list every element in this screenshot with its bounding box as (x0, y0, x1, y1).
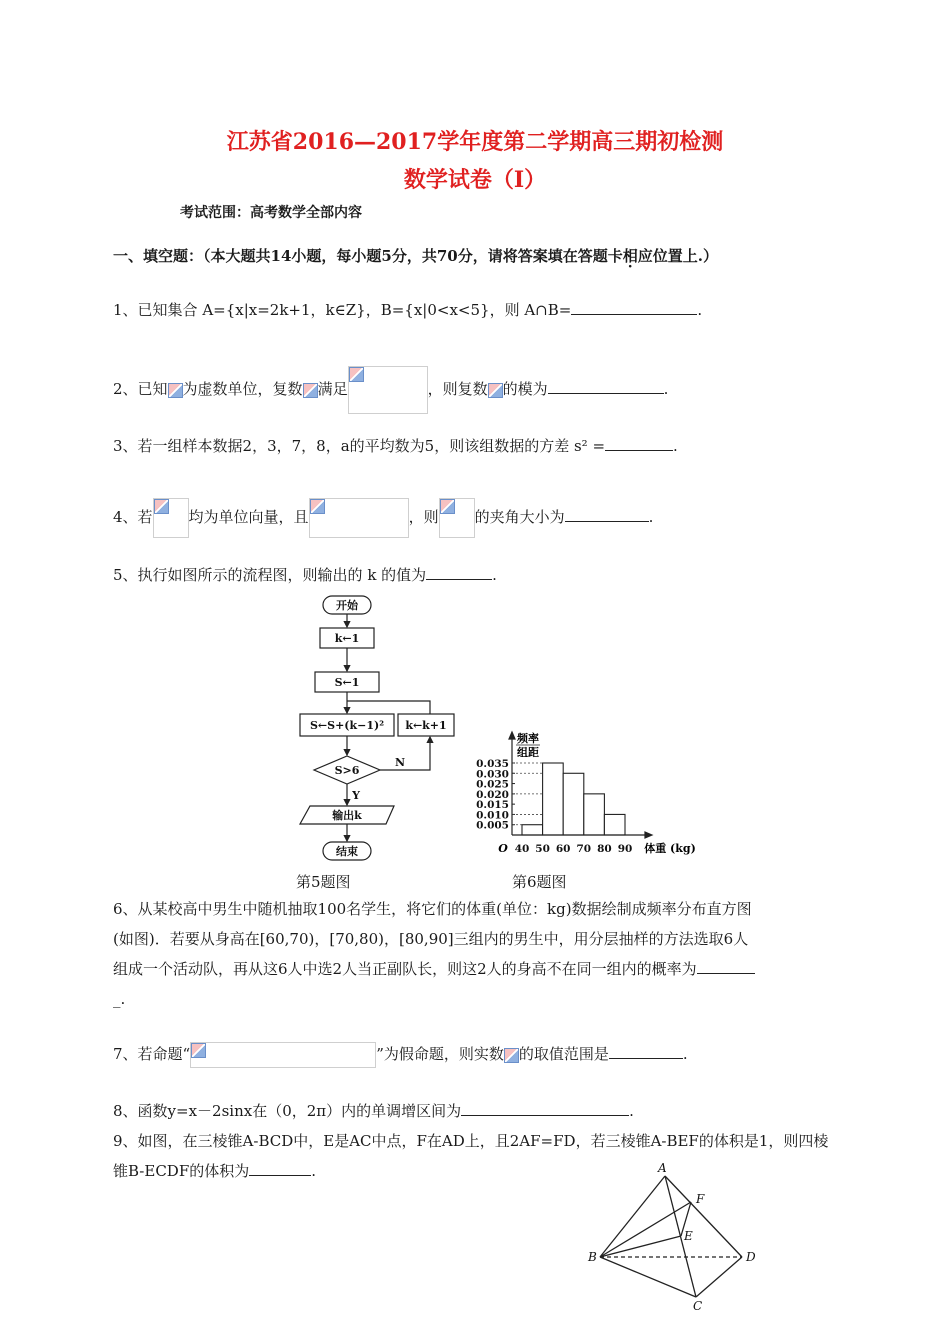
q4-vectors-image-2 (439, 498, 475, 538)
flow-end-label: 结束 (336, 845, 358, 858)
pyramid-label-b: B (588, 1250, 597, 1264)
q8-answer-blank (461, 1101, 629, 1116)
histogram-chart (466, 728, 706, 862)
document-subtitle: 数学试卷（Ⅰ） (403, 167, 547, 193)
flowchart-caption: 第5题图 (296, 873, 351, 891)
histogram-caption: 第6题图 (512, 873, 567, 891)
histogram-x-tick-label: 40 (514, 843, 530, 855)
histogram-ylabel-bottom: 组距 (517, 746, 539, 759)
question-2 (113, 366, 668, 414)
question-5 (113, 565, 497, 585)
q4-end: . (648, 508, 654, 526)
question-1 (113, 300, 702, 320)
q9-line-2: 锥B-ECDF的体积为 (113, 1162, 250, 1180)
histogram-bar (522, 825, 543, 835)
pyramid-label-e: E (684, 1229, 693, 1243)
q4-text-b: 均为单位向量，且 (188, 508, 309, 526)
q4-answer-blank (565, 507, 649, 522)
histogram-bar (584, 794, 605, 835)
histogram-xlabel: 体重 (kg) (644, 842, 696, 855)
pyramid-label-a: A (658, 1161, 667, 1175)
q6-line-4: _. (113, 990, 126, 1008)
formula-image-icon (310, 499, 325, 514)
histogram-y-tick-label: 0.025 (476, 778, 509, 791)
pyramid-label-c: C (693, 1299, 703, 1312)
q7-end: . (682, 1045, 688, 1063)
q1-number: 1、 (113, 301, 138, 319)
histogram-ylabel-top: 频率 (517, 732, 539, 745)
q5-answer-blank (426, 565, 492, 580)
histogram-y-tick-label: 0.020 (476, 788, 509, 801)
pyramid-label-d: D (746, 1250, 756, 1264)
histogram-y-tick-label: 0.005 (476, 819, 509, 832)
flow-update-s-label: S←S+(k−1)² (309, 719, 385, 732)
q1-end: . (697, 301, 703, 319)
q5-end: . (492, 566, 497, 584)
q6-line-2: (如图)．若要从身高在[60,70)，[70,80)，[80,90]三组内的男生中，用分层抽样的方法选取6人 (113, 930, 749, 948)
q4-condition-image (309, 498, 409, 538)
formula-image-icon (488, 383, 503, 398)
q5-text: 5、执行如图所示的流程图，则输出的 k 的值为 (113, 566, 427, 584)
q3-text: 3、若一组样本数据2，3，7，8，a的平均数为5，则该组数据的方差 s² = (113, 437, 606, 455)
question-4 (113, 498, 653, 538)
section-instructions-a: （本大题共14小题，每小题5分，共70分，请将答案填在 (203, 247, 578, 265)
q1-answer-blank (571, 300, 697, 315)
q8-text: 8、函数y=x－2sinx在（0，2π）内的单调增区间为 (113, 1102, 462, 1120)
q4-text-a: 4、若 (113, 508, 153, 526)
histogram-y-tick-label: 0.010 (476, 809, 509, 822)
section-heading (113, 246, 718, 266)
histogram-y-tick-label: 0.035 (476, 758, 509, 770)
q6-line-1: 6、从某校高中男生中随机抽取100名学生，将它们的体重(单位：kg)数据绘制成频率分布直方图 (113, 900, 752, 918)
formula-image-icon (303, 383, 318, 398)
q1-text: 已知集合 A={x|x=2k+1，k∈Z}，B={x|0<x<5}，则 A∩B= (137, 301, 572, 319)
flowchart (290, 592, 470, 867)
flow-init-k-label: k←1 (334, 632, 360, 645)
q3-answer-blank (605, 436, 673, 451)
histogram-bar (604, 814, 625, 835)
histogram-x-tick-label: 50 (535, 843, 550, 855)
question-8 (113, 1101, 634, 1121)
histogram-bar (563, 773, 584, 835)
formula-image-icon (440, 499, 455, 514)
q2-end: . (663, 380, 669, 398)
formula-image-icon (349, 367, 364, 382)
formula-image-icon (191, 1043, 206, 1058)
q9-answer-blank (249, 1161, 311, 1176)
q8-end: . (629, 1102, 634, 1120)
histogram-y-tick-label: 0.030 (476, 768, 509, 781)
histogram-x-tick-label: 70 (576, 843, 592, 855)
question-3 (113, 436, 678, 456)
q4-vectors-image (153, 498, 189, 538)
q2-answer-blank (548, 379, 664, 394)
q4-text-c: ，则 (408, 508, 439, 526)
q7-proposition-image (190, 1042, 376, 1068)
q2-equation-image (348, 366, 428, 414)
question-7 (113, 1042, 688, 1068)
q2-text-e: 的模为 (502, 380, 548, 398)
q9-end: . (311, 1162, 317, 1180)
q7-text-b: ”为假命题，则实数 (376, 1045, 504, 1063)
flow-output-label: 输出k (332, 809, 362, 822)
q2-text-c: 满足 (317, 380, 348, 398)
section-instructions-emph: 答题卡相应位置 · (578, 247, 683, 265)
flow-init-s-label: S←1 (334, 676, 360, 689)
question-9 (113, 1161, 316, 1181)
q9-line-1: 9、如图，在三棱锥A-BCD中，E是AC中点，F在AD上，且2AF=FD，若三棱锥A-BEF的体积是1，则四棱 (113, 1132, 829, 1150)
flow-start-label: 开始 (336, 599, 358, 612)
formula-image-icon (168, 383, 183, 398)
q7-answer-blank (609, 1044, 683, 1059)
q7-text-a: 7、若命题“ (113, 1045, 191, 1063)
exam-scope: 考试范围：高考数学全部内容 (180, 205, 362, 221)
document-title: 江苏省2016—2017学年度第二学期高三期初检测 (226, 129, 724, 155)
q4-text-d: 的夹角大小为 (474, 508, 565, 526)
q6-line-3: 组成一个活动队，再从这6人中选2人当正副队长，则这2人的身高不在同一组内的概率为 (113, 960, 697, 978)
histogram-x-tick-label: 90 (617, 843, 633, 855)
section-instructions-b: 上.） (682, 247, 718, 265)
flow-condition-label: S>6 (334, 764, 360, 777)
question-6 (113, 959, 755, 979)
section-label: 一、填空题： (113, 247, 204, 265)
histogram-y-tick-label: 0.015 (476, 799, 509, 812)
x-axis-arrow-icon (645, 832, 652, 838)
q2-text-a: 2、已知 (113, 380, 168, 398)
histogram-bar (543, 763, 564, 835)
histogram-x-tick-label: 80 (597, 843, 612, 855)
q6-answer-blank (697, 959, 755, 974)
flow-update-k-label: k←k+1 (405, 719, 447, 732)
formula-image-icon (154, 499, 169, 514)
histogram-origin: O (498, 842, 508, 855)
y-axis-arrow-icon (509, 732, 515, 739)
histogram-x-tick-label: 60 (555, 843, 571, 855)
q3-end: . (673, 437, 678, 455)
q2-text-d: ，则复数 (427, 380, 488, 398)
flow-yes-label: Y (352, 789, 360, 802)
q7-text-c: 的取值范围是 (518, 1045, 609, 1063)
pyramid-label-f: F (696, 1192, 705, 1206)
formula-image-icon (504, 1048, 519, 1063)
q2-text-b: 为虚数单位，复数 (182, 380, 303, 398)
pyramid-figure (580, 1160, 770, 1312)
flow-no-label: N (394, 756, 406, 769)
